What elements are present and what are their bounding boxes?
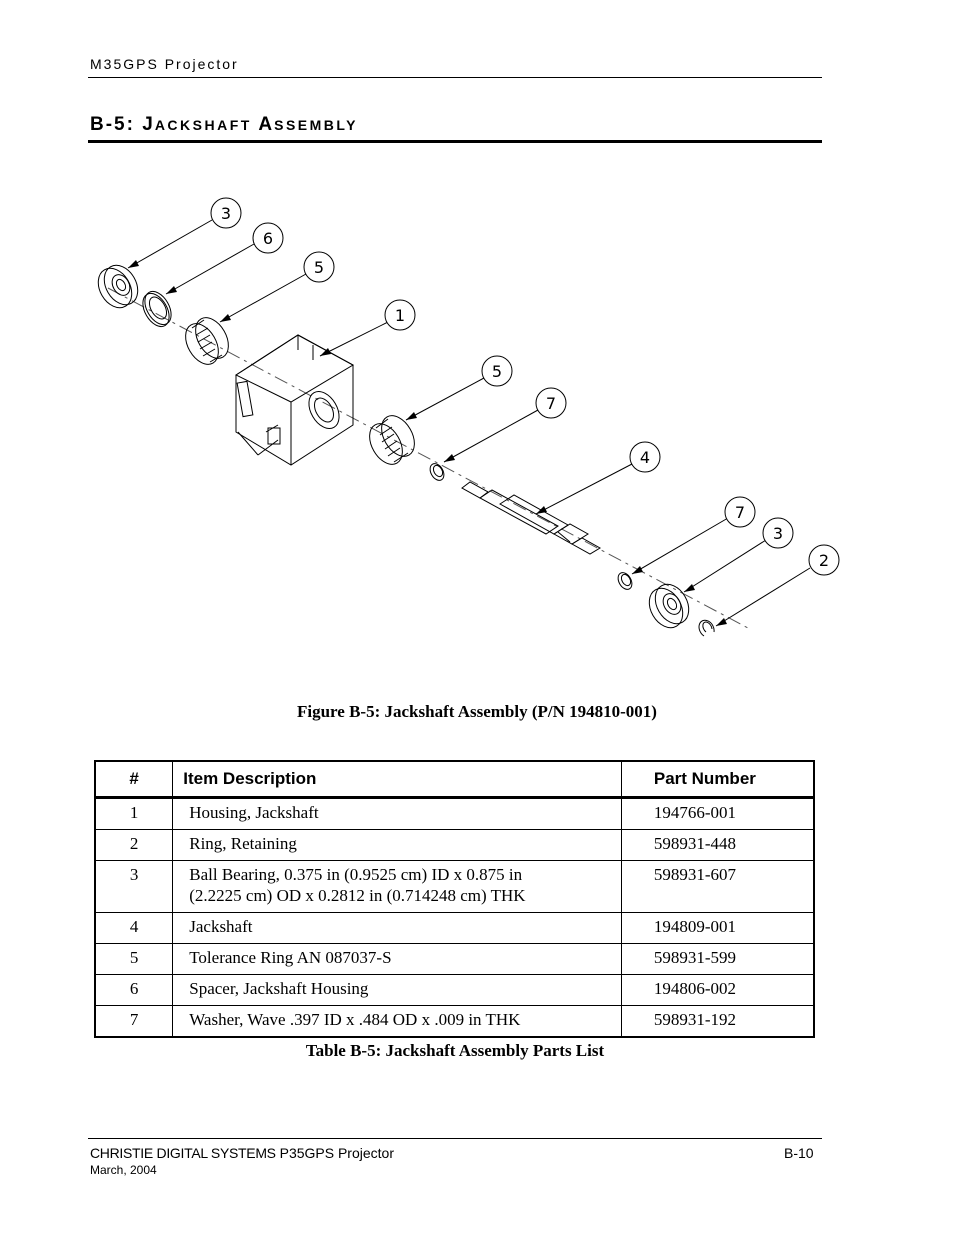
item-description: Washer, Wave .397 ID x .484 OD x .009 in THK bbox=[173, 1006, 622, 1038]
item-description: Housing, Jackshaft bbox=[173, 798, 622, 830]
column-header-number: # bbox=[95, 761, 173, 798]
callout-label: 7 bbox=[734, 503, 746, 522]
section-cap-1: J bbox=[142, 114, 155, 135]
part-number: 598931-192 bbox=[621, 1006, 814, 1038]
callout-label: 5 bbox=[491, 362, 503, 381]
part-number: 194806-002 bbox=[621, 975, 814, 1006]
section-rule bbox=[88, 140, 822, 143]
running-header: M35GPS Projector bbox=[90, 56, 239, 72]
callout-label: 2 bbox=[818, 551, 830, 570]
section-cap-2: A bbox=[258, 114, 275, 135]
item-number: 6 bbox=[95, 975, 173, 1006]
callout-label: 6 bbox=[262, 229, 274, 248]
table-row bbox=[95, 944, 814, 975]
part-number: 194809-001 bbox=[621, 913, 814, 944]
item-number: 2 bbox=[95, 830, 173, 861]
item-description: Spacer, Jackshaft Housing bbox=[173, 975, 622, 1006]
section-title bbox=[90, 114, 358, 136]
item-description: Tolerance Ring AN 087037-S bbox=[173, 944, 622, 975]
section-rest-1: ACKSHAFT bbox=[154, 117, 252, 133]
column-header-description: Item Description bbox=[173, 761, 622, 798]
table-row bbox=[95, 975, 814, 1006]
section-prefix: B-5: bbox=[90, 114, 143, 135]
footer-rule bbox=[88, 1138, 822, 1139]
exploded-assembly-drawing bbox=[88, 170, 848, 660]
part-number: 598931-599 bbox=[621, 944, 814, 975]
section-rest-2: SSEMBLY bbox=[274, 117, 359, 133]
table-row bbox=[95, 1006, 814, 1038]
callout-label: 4 bbox=[639, 448, 651, 467]
item-description: Jackshaft bbox=[173, 913, 622, 944]
table-header-row bbox=[95, 761, 814, 798]
table-caption: Table B-5: Jackshaft Assembly Parts List bbox=[305, 1041, 605, 1060]
jackshaft-part bbox=[462, 482, 600, 554]
part-number: 598931-607 bbox=[621, 861, 814, 913]
column-header-part-number: Part Number bbox=[621, 761, 814, 798]
table-row bbox=[95, 798, 814, 830]
item-number: 7 bbox=[95, 1006, 173, 1038]
bearing-left-part bbox=[92, 259, 145, 313]
item-number: 5 bbox=[95, 944, 173, 975]
callout-label: 5 bbox=[313, 258, 325, 277]
description-line-1: Ball Bearing, 0.375 in (0.9525 cm) ID x 0.875 in bbox=[189, 865, 523, 884]
figure-caption: Figure B-5: Jackshaft Assembly (P/N 194810-001) bbox=[297, 702, 657, 721]
parts-table bbox=[94, 760, 815, 1038]
part-number: 598931-448 bbox=[621, 830, 814, 861]
callout-label: 1 bbox=[394, 306, 406, 325]
description-line-2: (2.2225 cm) OD x 0.2812 in (0.714248 cm) THK bbox=[189, 886, 526, 905]
table-row bbox=[95, 830, 814, 861]
callout-label: 7 bbox=[545, 394, 557, 413]
table-row bbox=[95, 861, 814, 913]
footer-title bbox=[90, 1145, 394, 1161]
callout-label: 3 bbox=[220, 204, 232, 223]
footer-product: P35GPS Projector bbox=[275, 1145, 394, 1161]
item-description bbox=[173, 861, 622, 913]
footer-company: CHRISTIE DIGITAL SYSTEMS bbox=[90, 1145, 276, 1161]
page-number: B-10 bbox=[784, 1145, 814, 1161]
header-rule bbox=[88, 77, 822, 78]
footer-date: March, 2004 bbox=[90, 1163, 157, 1177]
item-description: Ring, Retaining bbox=[173, 830, 622, 861]
table-row bbox=[95, 913, 814, 944]
housing-part bbox=[236, 335, 353, 465]
part-number: 194766-001 bbox=[621, 798, 814, 830]
callout-label: 3 bbox=[772, 524, 784, 543]
item-number: 4 bbox=[95, 913, 173, 944]
item-number: 3 bbox=[95, 861, 173, 913]
item-number: 1 bbox=[95, 798, 173, 830]
